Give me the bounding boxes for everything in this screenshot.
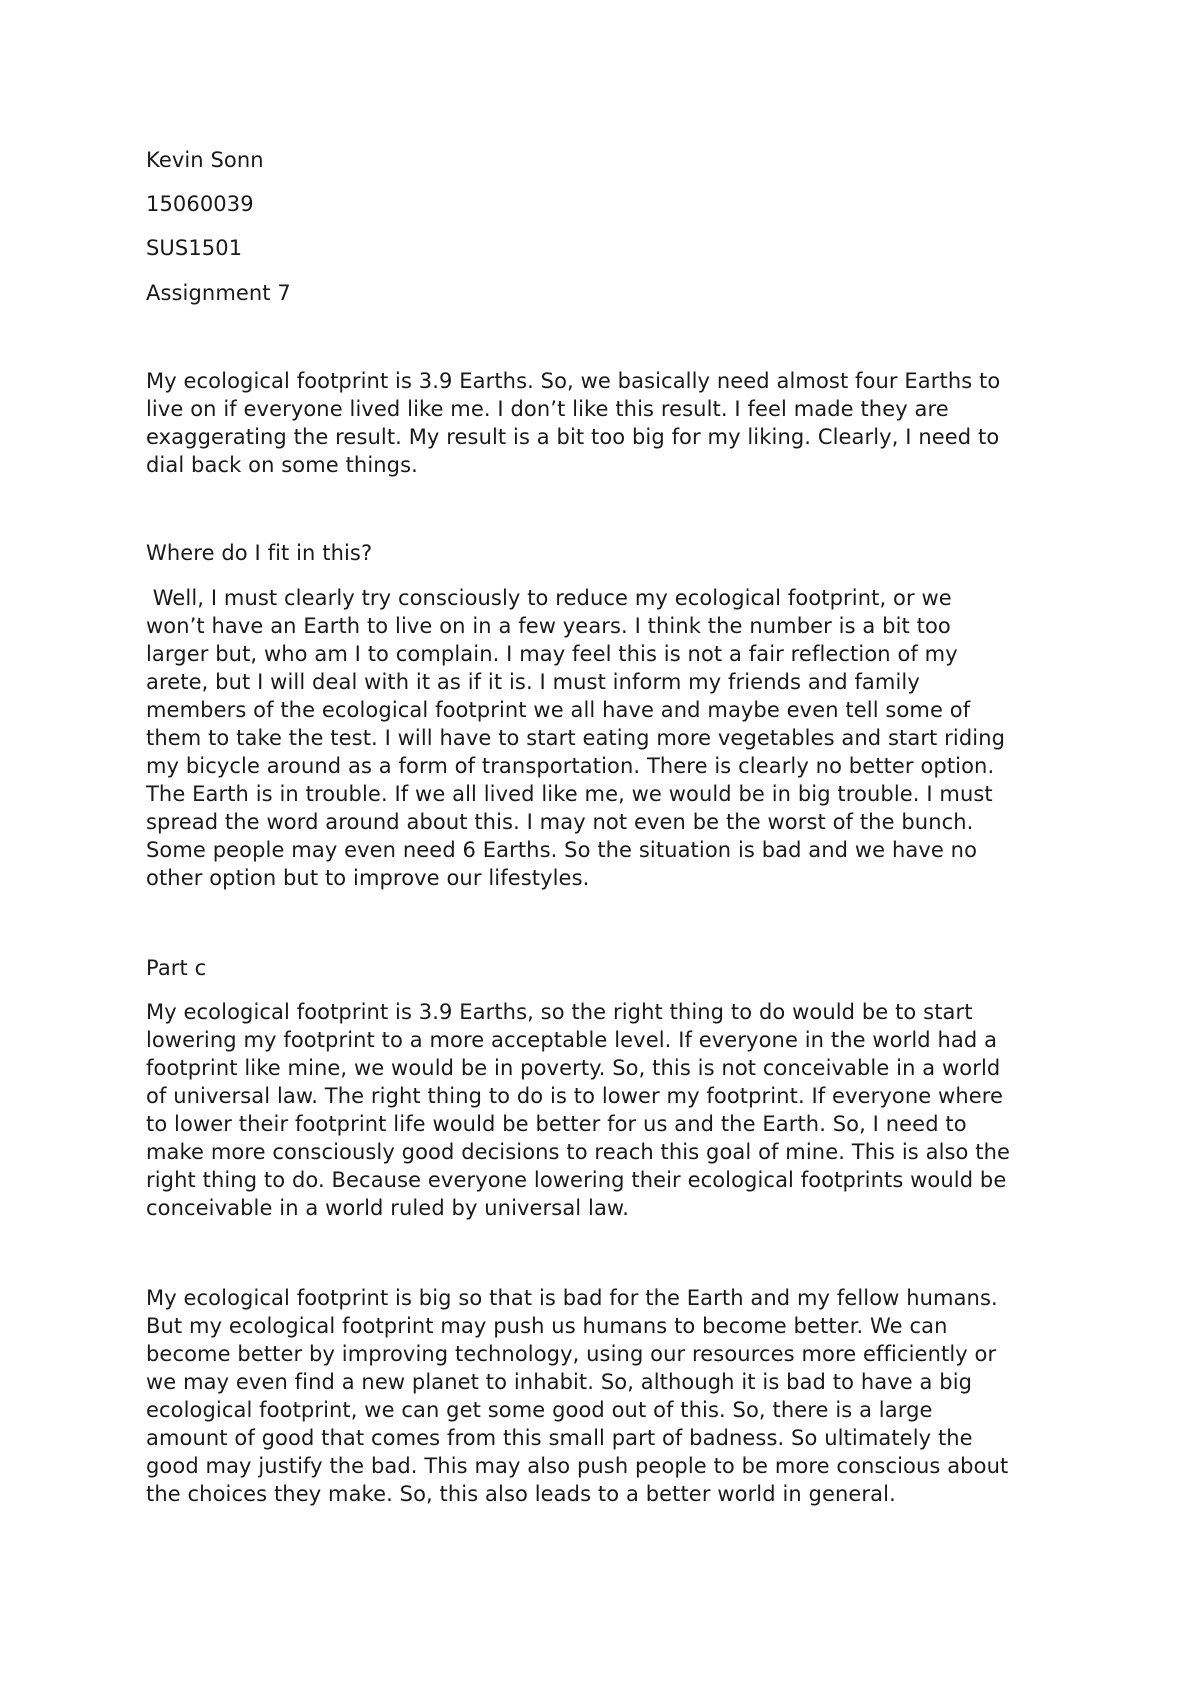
paragraph-line: spread the word around about this. I may not even be the worst of the bunch. xyxy=(146,810,974,834)
paragraph-line: My ecological footprint is 3.9 Earths, so the right thing to do would be to start xyxy=(146,1000,973,1024)
paragraph-line: amount of good that comes from this small part of badness. So ultimately the xyxy=(146,1426,973,1450)
paragraph-line: lowering my footprint to a more acceptable level. If everyone in the world had a xyxy=(146,1028,998,1052)
paragraph-line: right thing to do. Because everyone lowering their ecological footprints would be xyxy=(146,1168,1007,1192)
paragraph-line: ecological footprint, we can get some good out of this. So, there is a large xyxy=(146,1398,933,1422)
paragraph-line: of universal law. The right thing to do is to lower my footprint. If everyone where xyxy=(146,1084,1004,1108)
section-heading: Where do I fit in this? xyxy=(146,541,373,565)
paragraph-line: conceivable in a world ruled by universal law. xyxy=(146,1196,630,1220)
student-number: 15060039 xyxy=(146,192,254,216)
section-b-paragraph xyxy=(146,584,1066,892)
module-code: SUS1501 xyxy=(146,236,243,260)
paragraph-line: The Earth is in trouble. If we all lived like me, we would be in big trouble. I must xyxy=(146,782,993,806)
paragraph-line: we may even find a new planet to inhabit. So, although it is bad to have a big xyxy=(146,1370,973,1394)
paragraph-line: won’t have an Earth to live on in a few years. I think the number is a bit too xyxy=(146,614,951,638)
paragraph-line: members of the ecological footprint we all have and maybe even tell some of xyxy=(146,698,971,722)
assignment-title: Assignment 7 xyxy=(146,281,291,305)
paragraph-line: arete, but I will deal with it as if it is. I must inform my friends and family xyxy=(146,670,920,694)
paragraph-line: footprint like mine, we would be in poverty. So, this is not conceivable in a world xyxy=(146,1056,1001,1080)
section-heading: Part c xyxy=(146,956,207,980)
paragraph-line: My ecological footprint is big so that is bad for the Earth and my fellow humans. xyxy=(146,1286,998,1310)
paragraph-line: live on if everyone lived like me. I don’t like this result. I feel made they are xyxy=(146,397,949,421)
paragraph-line: But my ecological footprint may push us humans to become better. We can xyxy=(146,1314,948,1338)
intro-paragraph xyxy=(146,367,1066,479)
paragraph-line: larger but, who am I to complain. I may feel this is not a fair reflection of my xyxy=(146,642,958,666)
closing-paragraph xyxy=(146,1284,1066,1508)
paragraph-line: become better by improving technology, using our resources more efficiently or xyxy=(146,1342,997,1366)
paragraph-line: other option but to improve our lifestyles. xyxy=(146,866,590,890)
paragraph-line: good may justify the bad. This may also push people to be more conscious about xyxy=(146,1454,1009,1478)
paragraph-line: My ecological footprint is 3.9 Earths. So, we basically need almost four Earths to xyxy=(146,369,1001,393)
author-name: Kevin Sonn xyxy=(146,148,264,172)
paragraph-line: my bicycle around as a form of transportation. There is clearly no better option. xyxy=(146,754,995,778)
paragraph-line: make more consciously good decisions to reach this goal of mine. This is also the xyxy=(146,1140,1011,1164)
paragraph-line: Some people may even need 6 Earths. So the situation is bad and we have no xyxy=(146,838,978,862)
paragraph-line: Well, I must clearly try consciously to reduce my ecological footprint, or we xyxy=(146,586,952,610)
paragraph-line: dial back on some things. xyxy=(146,453,418,477)
paragraph-line: them to take the test. I will have to start eating more vegetables and start riding xyxy=(146,726,1006,750)
section-c-paragraph xyxy=(146,998,1066,1222)
paragraph-line: exaggerating the result. My result is a bit too big for my liking. Clearly, I need to xyxy=(146,425,1000,449)
paragraph-line: to lower their footprint life would be better for us and the Earth. So, I need to xyxy=(146,1112,967,1136)
paragraph-line: the choices they make. So, this also leads to a better world in general. xyxy=(146,1482,896,1506)
